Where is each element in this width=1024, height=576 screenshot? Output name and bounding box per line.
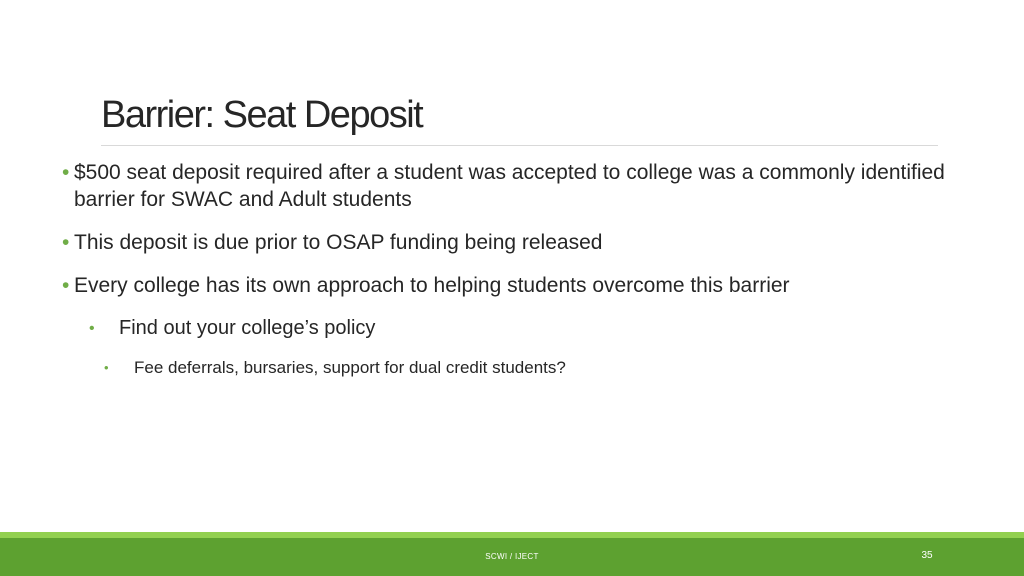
- bullet-marker: •: [62, 274, 70, 297]
- bullet-marker: •: [89, 320, 95, 337]
- bullet-text: Every college has its own approach to helping students overcome this barrier: [74, 274, 790, 297]
- bullet-item: [62, 272, 964, 299]
- bullet-text: Fee deferrals, bursaries, support for dual credit students?: [134, 358, 566, 377]
- bullet-text: This deposit is due prior to OSAP funding being released: [74, 231, 603, 254]
- bullet-marker: •: [62, 161, 70, 184]
- bullet-marker: •: [62, 231, 70, 254]
- page-number: 35: [921, 550, 933, 561]
- title-divider: [101, 145, 938, 146]
- bullet-text: $500 seat deposit required after a student was accepted to college was a commonly identified barrier for SWAC and Adult students: [74, 161, 945, 211]
- bullet-marker: •: [104, 360, 109, 375]
- bullet-item: [62, 229, 964, 256]
- slide-title: Barrier: Seat Deposit: [101, 94, 423, 136]
- bullet-item: [62, 159, 964, 213]
- sub-sub-bullet-item: [104, 356, 934, 380]
- footer-text: SCWI / IJECT: [485, 552, 539, 561]
- sub-bullet-item: [89, 315, 939, 342]
- bullet-text: Find out your college’s policy: [119, 317, 376, 339]
